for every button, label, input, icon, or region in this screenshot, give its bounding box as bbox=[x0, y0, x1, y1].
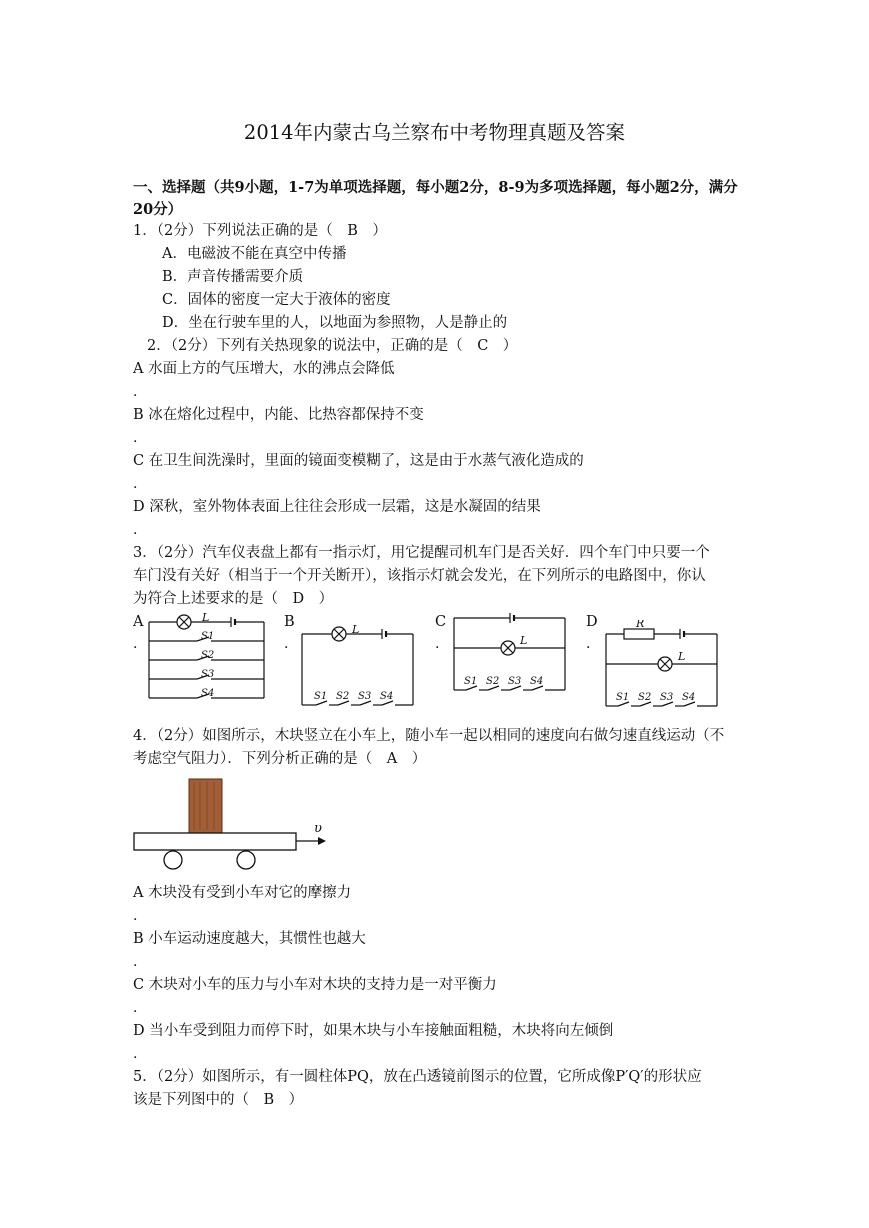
q2-option-d: D 深秋，室外物体表面上往往会形成一层霜，这是水凝固的结果 bbox=[133, 499, 541, 515]
switch-label-s1: S1 bbox=[314, 691, 328, 702]
switch-label-s2: S2 bbox=[201, 650, 215, 661]
q4-option-a: A 木块没有受到小车对它的摩擦力 bbox=[133, 885, 352, 901]
list-marker: . bbox=[133, 430, 138, 446]
page-title: 2014年内蒙古乌兰察布中考物理真题及答案 bbox=[243, 121, 626, 144]
lamp-label: L bbox=[678, 650, 686, 663]
switch-label-s3: S3 bbox=[201, 669, 215, 680]
switch-label-s2: S2 bbox=[638, 692, 652, 703]
switch-label-s4: S4 bbox=[530, 676, 544, 687]
q3-line-3: 为符合上述要求的是（ D ） bbox=[133, 591, 334, 607]
section-heading: 一、选择题（共9小题，1-7为单项选择题，每小题2分，8-9为多项选择题，每小题2分，满分20分） bbox=[133, 179, 738, 218]
lamp-label: L bbox=[520, 634, 528, 647]
list-marker: . bbox=[133, 908, 138, 924]
list-marker: . bbox=[133, 522, 138, 538]
q5-line-1: 5．（2分）如图所示，有一圆柱体PQ，放在凸透镜前图示的位置，它所成像P′Q′的形状应 bbox=[133, 1069, 702, 1085]
q4-option-b: B 小车运动速度越大，其惯性也越大 bbox=[133, 931, 366, 947]
q4-line-1: 4．（2分）如图所示，木块竖立在小车上，随小车一起以相同的速度向右做匀速直线运动（不 bbox=[133, 728, 725, 744]
list-marker: . bbox=[133, 476, 138, 492]
q4-option-d: D 当小车受到阻力而停下时，如果木块与小车接触面粗糙，木块将向左倾倒 bbox=[133, 1023, 614, 1039]
switch-label-s4: S4 bbox=[682, 692, 696, 703]
q1-stem: 1．（2分）下列说法正确的是（ B ） bbox=[133, 223, 387, 239]
list-marker: . bbox=[435, 636, 440, 652]
list-marker: . bbox=[284, 636, 289, 652]
q3-line-2: 车门没有关好（相当于一个开关断开），该指示灯就会发光，在下列所示的电路图中，你认 bbox=[133, 568, 706, 584]
list-marker: . bbox=[133, 954, 138, 970]
list-marker: . bbox=[133, 384, 138, 400]
q2-option-a: A 水面上方的气压增大，水的沸点会降低 bbox=[133, 361, 395, 377]
cart-figure bbox=[128, 774, 343, 874]
arrow-head bbox=[318, 837, 326, 845]
circuit-b-diagram bbox=[296, 622, 421, 712]
q4-line-2: 考虑空气阻力）．下列分析正确的是（ A ） bbox=[133, 751, 427, 767]
q3-option-label-c: C bbox=[435, 614, 447, 630]
switch-label-s4: S4 bbox=[380, 691, 394, 702]
cart-wheel bbox=[237, 851, 255, 869]
switch-label-s2: S2 bbox=[486, 676, 500, 687]
switch-label-s4: S4 bbox=[201, 688, 215, 699]
circuit-c-diagram bbox=[448, 610, 573, 700]
q2-option-c: C 在卫生间洗澡时，里面的镜面变模糊了，这是由于水蒸气液化造成的 bbox=[133, 453, 584, 469]
list-marker: . bbox=[133, 1046, 138, 1062]
q3-option-label-a: A bbox=[133, 614, 144, 630]
q2-stem: 2．（2分）下列有关热现象的说法中，正确的是（ C ） bbox=[147, 338, 518, 354]
cart-body bbox=[134, 833, 296, 850]
circuit-a-diagram bbox=[145, 612, 270, 707]
switch-label-s3: S3 bbox=[660, 692, 674, 703]
circuit-d-diagram bbox=[600, 620, 725, 715]
q1-option-b: B．声音传播需要介质 bbox=[162, 269, 304, 285]
list-marker: . bbox=[133, 636, 138, 652]
q3-line-1: 3．（2分）汽车仪表盘上都有一指示灯，用它提醒司机车门是否关好．四个车门中只要一个 bbox=[133, 545, 710, 561]
q3-option-label-d: D bbox=[586, 614, 598, 630]
list-marker: . bbox=[133, 1000, 138, 1016]
q1-option-a: A．电磁波不能在真空中传播 bbox=[162, 246, 347, 262]
switch-label-s1: S1 bbox=[201, 631, 215, 642]
q1-option-d: D．坐在行驶车里的人，以地面为参照物，人是静止的 bbox=[162, 315, 508, 331]
cart-wheel bbox=[164, 851, 182, 869]
q3-option-label-b: B bbox=[284, 614, 295, 630]
switch-label-s2: S2 bbox=[336, 691, 350, 702]
q2-option-b: B 冰在熔化过程中，内能、比热容都保持不变 bbox=[133, 407, 424, 423]
switch-label-s3: S3 bbox=[358, 691, 372, 702]
q4-option-c: C 木块对小车的压力与小车对木块的支持力是一对平衡力 bbox=[133, 977, 497, 993]
switch-label-s1: S1 bbox=[616, 692, 630, 703]
switch-label-s3: S3 bbox=[508, 676, 522, 687]
q1-option-c: C．固体的密度一定大于液体的密度 bbox=[162, 292, 391, 308]
switch-label-s1: S1 bbox=[464, 676, 478, 687]
q5-line-2: 该是下列图中的（ B ） bbox=[133, 1092, 304, 1108]
list-marker: . bbox=[586, 636, 591, 652]
lamp-label: L bbox=[352, 623, 360, 636]
resistor-label: R bbox=[636, 620, 645, 630]
velocity-label: υ bbox=[314, 821, 322, 836]
lamp-label: L bbox=[202, 612, 210, 624]
